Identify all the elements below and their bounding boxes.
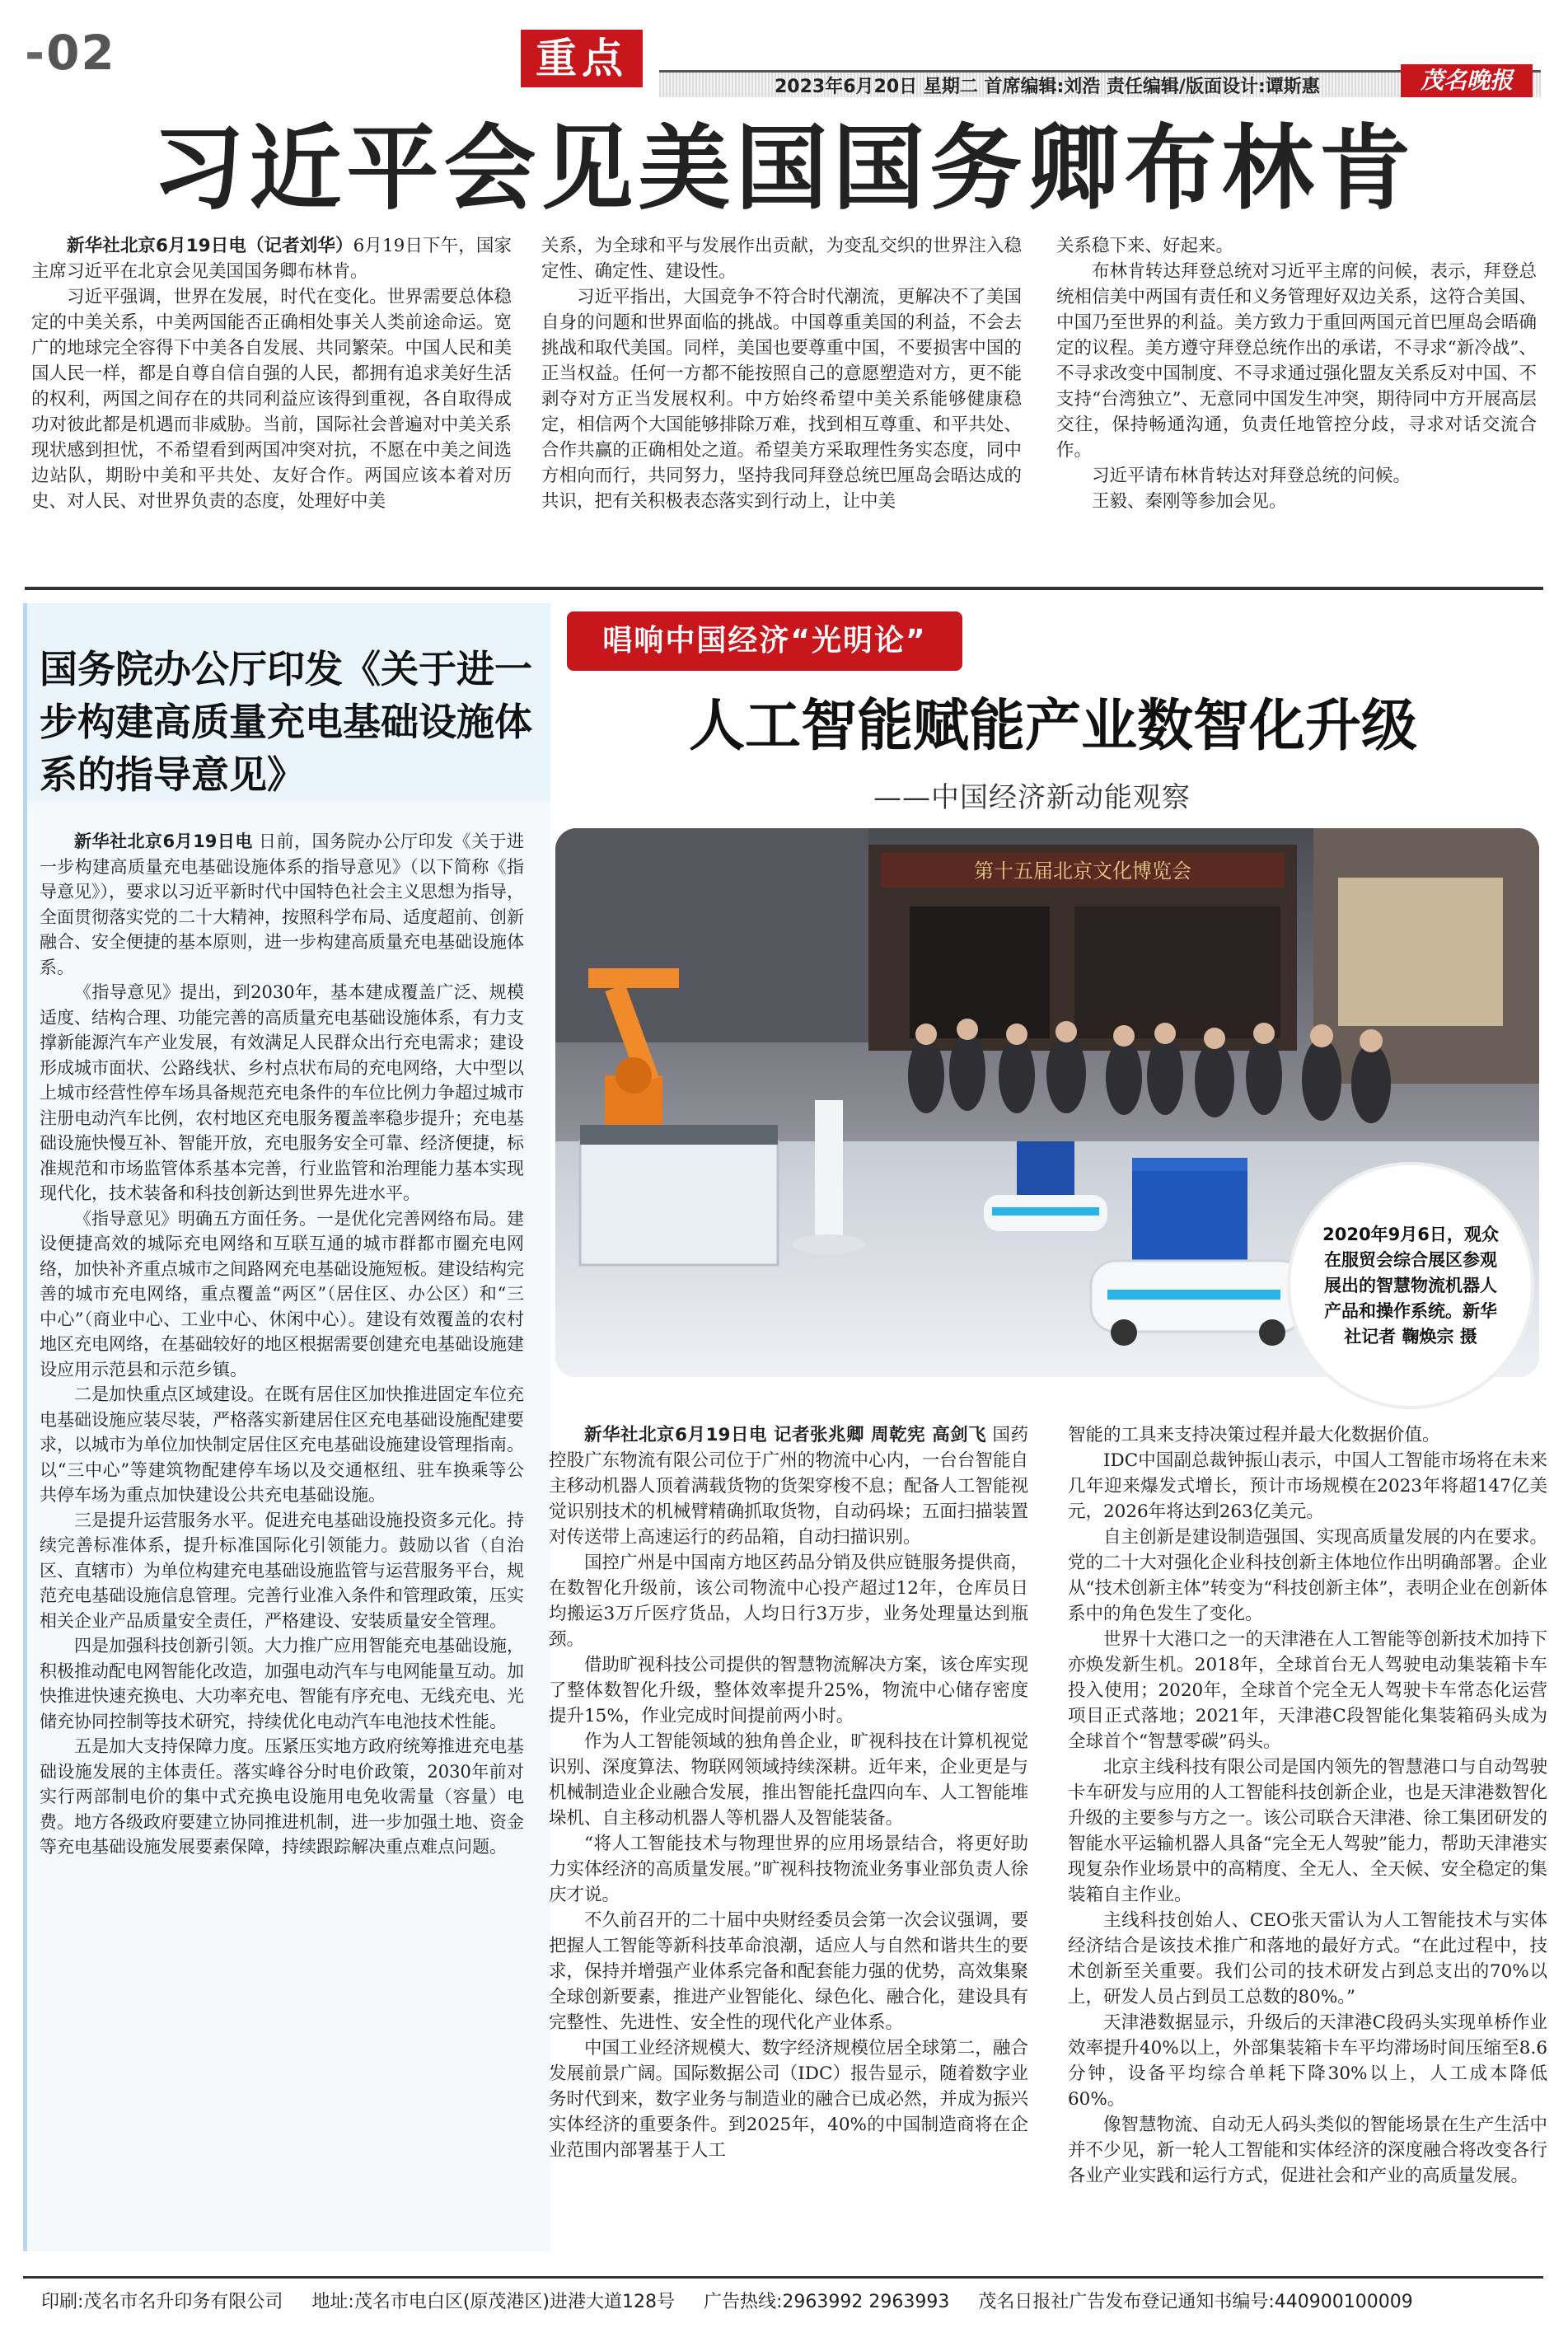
lead-paragraph-5: 关系稳下来、好起来。 <box>1056 236 1234 256</box>
sidebar-paragraph-1: 日前，国务院办公厅印发《关于进一步构建高质量充电基础设施体系的指导意见》（以下简称《指导意见》），要求以习近平新时代中国特色社会主义思想为指导，全面贯彻落实党的二十大精神，按照科学布局、适度超前、创新融合、安全便捷的基本原则，进一步构建高质量充电基础设施体系。 <box>40 831 524 977</box>
feature-paragraph-10: 自主创新是建设制造强国、实现高质量发展的内在要求。党的二十大对强化企业科技创新主体地位作出明确部署。企业从“技术创新主体”转变为“科技创新主体”，表明企业在创新体系中的角色发生了变化。 <box>1068 1527 1547 1624</box>
sidebar-paragraph-4: 二是加快重点区域建设。在既有居住区加快推进固定车位充电基础设施应装尽装，严格落实新建居住区充电基础设施配建要求，以城市为单位加快制定居住区充电基础设施建设管理指南。以“三中心”等建筑物配建停车场以及交通枢纽、驻车换乘等公共停车场为重点加快建设公共充电基础设施。 <box>40 1384 524 1505</box>
footer <box>41 2288 1436 2313</box>
lead-paragraph-4: 习近平指出，大国竞争不符合时代潮流，更解决不了美国自身的问题和世界面临的挑战。中国尊重美国的利益，不会去挑战和取代美国。同样，美国也要尊重中国，不要损害中国的正当权益。任何一方都不能按照自己的意愿塑造对方，更不能剥夺对方正当发展权利。中方始终希望中美关系能够健康稳定，相信两个大国能够排除万难，找到相互尊重、和平共处、合作共赢的正确相处之道。希望美方采取理性务实态度，同中方相向而行，共同努力，坚持我同拜登总统巴厘岛会晤达成的共识，把有关积极表态落实到行动上，让中美 <box>541 287 1022 512</box>
lead-paragraph-7: 习近平请布林肯转达对拜登总统的问候。 <box>1092 466 1411 486</box>
page-number: -02 <box>25 25 116 81</box>
lead-paragraph-2: 习近平强调，世界在发展，时代在变化。世界需要总体稳定的中美关系，中美两国能否正确相处事关人类前途命运。宽广的地球完全容得下中美各自发展、共同繁荣。中国人民和美国人民一样，都是自尊自信自强的人民，都拥有追求美好生活的权利，两国之间存在的共同利益应该得到重视，各自取得成功对彼此都是机遇而非威胁。当前，国际社会普遍对中美关系现状感到担忧，不希望看到两国冲突对抗，不愿在中美之间选边站队，期盼中美和平共处、友好合作。两国应该本着对历史、对人民、对世界负责的态度，处理好中美 <box>31 287 512 512</box>
lead-paragraph-1: 6月19日下午，国家主席习近平在北京会见美国国务卿布林肯。 <box>31 236 512 282</box>
feature-kicker: 唱响中国经济“光明论” <box>567 611 962 671</box>
sidebar-paragraph-3: 《指导意见》明确五方面任务。一是优化完善网络布局。建设便捷高效的城际充电网络和互联互通的城市群都市圈充电网络，加快补齐重点城市之间路网充电基础设施短板。建设结构完善的城市充电网络，重点覆盖“两区”（居住区、办公区）和“三中心”（商业中心、工业中心、休闲中心）。建设有效覆盖的农村地区充电网络，在基础较好的地区根据需要创建充电基础设施建设应用示范县和示范乡镇。 <box>40 1208 524 1379</box>
feature-column-2 <box>1068 1422 1547 2189</box>
feature-paragraph-7: 中国工业经济规模大、数字经济规模位居全球第二，融合发展前景广阔。国际数据公司（IDC）报告显示，随着数字业务时代到来，数字业务与制造业的融合已成必然，并成为振兴实体经济的重要条件。到2025年，40%的中国制造商将在企业范围内部署基于人工 <box>549 2038 1028 2161</box>
lead-headline: 习近平会见美国国务卿布林肯 <box>152 115 1416 222</box>
sidebar-paragraph-7: 五是加大支持保障力度。压紧压实地方政府统筹推进充电基础设施发展的主体责任。落实峰谷分时电价政策，2030年前对实行两部制电价的集中式充换电设施用电免收需量（容量）电费。地方各级政府要建立协同推进机制，进一步加强土地、资金等充电基础设施发展要素保障，持续跟踪解决重点难点问题。 <box>40 1736 524 1857</box>
lead-paragraph-8: 王毅、秦刚等参加会见。 <box>1092 491 1287 512</box>
feature-paragraph-9: IDC中国副总裁钟振山表示，中国人工智能市场将在未来几年迎来爆发式增长，预计市场规模在2023年将超147亿美元，2026年将达到263亿美元。 <box>1068 1450 1547 1522</box>
feature-paragraph-13: 主线科技创始人、CEO张天雷认为人工智能技术与实体经济结合是该技术推广和落地的最好方式。“在此过程中，技术创新至关重要。我们公司的技术研发占到总支出的70%以上，研发人员占到员工总数的80%。” <box>1068 1910 1547 2007</box>
section-divider <box>25 587 1543 590</box>
lead-column-1 <box>31 233 512 514</box>
feature-column-1 <box>549 1422 1028 2163</box>
exhibition-banner-text: 第十五届北京文化博览会 <box>974 860 1191 883</box>
sidebar-dateline: 新华社北京6月19日电 <box>74 831 253 851</box>
footer-printer: 印刷:茂名市名升印务有限公司 <box>41 2292 283 2312</box>
issue-info: 2023年6月20日 星期二 首席编辑:刘浩 责任编辑/版面设计:谭斯惠 <box>775 77 1320 97</box>
footer-address: 地址:茂名市电白区(原茂港区)进港大道128号 <box>311 2292 675 2312</box>
photo-caption: 2020年9月6日，观众在服贸会综合展区参观展出的智慧物流机器人产品和操作系统。新华社记者 鞠焕宗 摄 <box>1287 1162 1534 1409</box>
feature-paragraph-6: 不久前召开的二十届中央财经委员会第一次会议强调，要把握人工智能等新科技革命浪潮，适应人与自然和谐共生的要求，保持并增强产业体系完备和配套能力强的优势，高效集聚全球创新要素，推进产业智能化、绿色化、融合化，建设具有完整性、先进性、安全性的现代化产业体系。 <box>549 1910 1028 2033</box>
feature-dateline: 新华社北京6月19日电 记者张兆卿 周乾宪 高剑飞 <box>584 1425 987 1445</box>
feature-paragraph-3: 借助旷视科技公司提供的智慧物流解决方案，该仓库实现了整体数智化升级，整体效率提升25%，物流中心储存密度提升15%，作业完成时间提前两小时。 <box>549 1655 1028 1726</box>
feature-paragraph-15: 像智慧物流、自动无人码头类似的智能场景在生产生活中并不少见，新一轮人工智能和实体经济的深度融合将改变各行各业产业实践和运行方式，促进社会和产业的高质量发展。 <box>1068 2115 1547 2186</box>
feature-paragraph-4: 作为人工智能领域的独角兽企业，旷视科技在计算机视觉识别、深度算法、物联网领域持续深耕。近年来，企业更是与机械制造业企业融合发展，推出智能托盘四向车、人工智能堆垛机、自主移动机器人等机器人及智能装备。 <box>549 1731 1028 1829</box>
feature-paragraph-14: 天津港数据显示，升级后的天津港C段码头实现单桥作业效率提升40%以上，外部集装箱卡车平均滞场时间压缩至8.6分钟，设备平均综合单耗下降30%以上，人工成本降低60%。 <box>1068 2012 1547 2110</box>
lead-column-2 <box>541 233 1022 514</box>
feature-paragraph-1: 国药控股广东物流有限公司位于广州的物流中心内，一台台智能自主移动机器人顶着满载货物的货架穿梭不息；配备人工智能视觉识别技术的机械臂精确抓取货物，自动码垛；五面扫描装置对传送带上高速运行的药品箱，自动扫描识别。 <box>549 1425 1028 1548</box>
lead-paragraph-3: 关系，为全球和平与发展作出贡献，为变乱交织的世界注入稳定性、确定性、建设性。 <box>541 236 1022 282</box>
feature-paragraph-8: 智能的工具来支持决策过程并最大化数据价值。 <box>1068 1425 1440 1445</box>
lead-dateline: 新华社北京6月19日电（记者刘华） <box>67 236 353 256</box>
sidebar-paragraph-5: 三是提升运营服务水平。促进充电基础设施投资多元化。持续完善标准体系，提升标准国际化引领能力。鼓励以省（自治区、直辖市）为单位构建充电基础设施监管与运营服务平台，规范充电基础设施信息管理。完善行业准入条件和管理政策，压实相关企业产品质量安全责任，严格建设、安装质量安全管理。 <box>40 1510 524 1631</box>
paper-logo: 茂名晚报 <box>1401 64 1533 97</box>
lead-column-3 <box>1056 233 1537 514</box>
sidebar-body <box>40 829 524 1860</box>
lead-paragraph-6: 布林肯转达拜登总统对习近平主席的问候，表示，拜登总统相信美中两国有责任和义务管理好双边关系，这符合美国、中国乃至世界的利益。美方致力于重回两国元首巴厘岛会晤确定的议程。美方遵守拜登总统作出的承诺，不寻求“新冷战”、不寻求改变中国制度、不寻求通过强化盟友关系反对中国、不支持“台湾独立”、无意同中国发生冲突，期待同中方开展高层交往，保持畅通沟通，负责任地管控分歧，寻求对话交流合作。 <box>1056 261 1537 461</box>
feature-headline: 人工智能赋能产业数智化升级 <box>688 694 1417 759</box>
sidebar-paragraph-2: 《指导意见》提出，到2030年，基本建成覆盖广泛、规模适度、结构合理、功能完善的高质量充电基础设施体系，有力支撑新能源汽车产业发展，有效满足人民群众出行充电需求；建设形成城市面状、公路线状、乡村点状布局的充电网络，大中型以上城市经营性停车场具备规范充电条件的车位比例力争超过城市注册电动汽车比例，农村地区充电服务覆盖率稳步提升；充电基础设施快慢互补、智能开放，充电服务安全可靠、经济便捷，标准规范和市场监管体系基本完善，行业监管和治理能力基本实现现代化，技术装备和科技创新达到世界先进水平。 <box>40 982 524 1203</box>
feature-subhead: ——中国经济新动能观察 <box>873 781 1191 814</box>
feature-paragraph-12: 北京主线科技有限公司是国内领先的智慧港口与自动驾驶卡车研发与应用的人工智能科技创新企业，也是天津港数智化升级的主要参与方之一。该公司联合天津港、徐工集团研发的智能水平运输机器人具备“完全无人驾驶”能力，帮助天津港实现复杂作业场景中的高精度、全无人、全天候、安全稳定的集装箱自主作业。 <box>1068 1757 1547 1905</box>
footer-license: 茂名日报社广告发布登记通知书编号:440900100009 <box>978 2292 1413 2312</box>
footer-hotline: 广告热线:2963992 2963993 <box>704 2292 950 2312</box>
section-badge: 重点 <box>521 30 643 87</box>
footer-rule <box>23 2276 1543 2279</box>
sidebar-headline: 国务院办公厅印发《关于进一步构建高质量充电基础设施体系的指导意见》 <box>40 647 532 797</box>
sidebar-paragraph-6: 四是加强科技创新引领。大力推广应用智能充电基础设施，积极推动配电网智能化改造，加强电动汽车与电网能量互动。加快推进快速充换电、大功率充电、智能有序充电、无线充电、光储充协同控制等技术研究，持续优化电动汽车电池技术性能。 <box>40 1636 524 1731</box>
feature-paragraph-2: 国控广州是中国南方地区药品分销及供应链服务提供商，在数智化升级前，该公司物流中心投产超过12年，仓库员日均搬运3万斤医疗货品，人均日行3万步，业务处理量达到瓶颈。 <box>549 1553 1028 1650</box>
feature-paragraph-11: 世界十大港口之一的天津港在人工智能等创新技术加持下亦焕发新生机。2018年，全球首台无人驾驶电动集装箱卡车投入使用；2020年，全球首个完全无人驾驶卡车常态化运营项目正式落地；2021年，天津港C段智能化集装箱码头成为全球首个“智慧零碳”码头。 <box>1068 1629 1547 1752</box>
feature-paragraph-5: “将人工智能技术与物理世界的应用场景结合，将更好助力实体经济的高质量发展。”旷视科技物流业务事业部负责人徐庆才说。 <box>549 1834 1028 1905</box>
